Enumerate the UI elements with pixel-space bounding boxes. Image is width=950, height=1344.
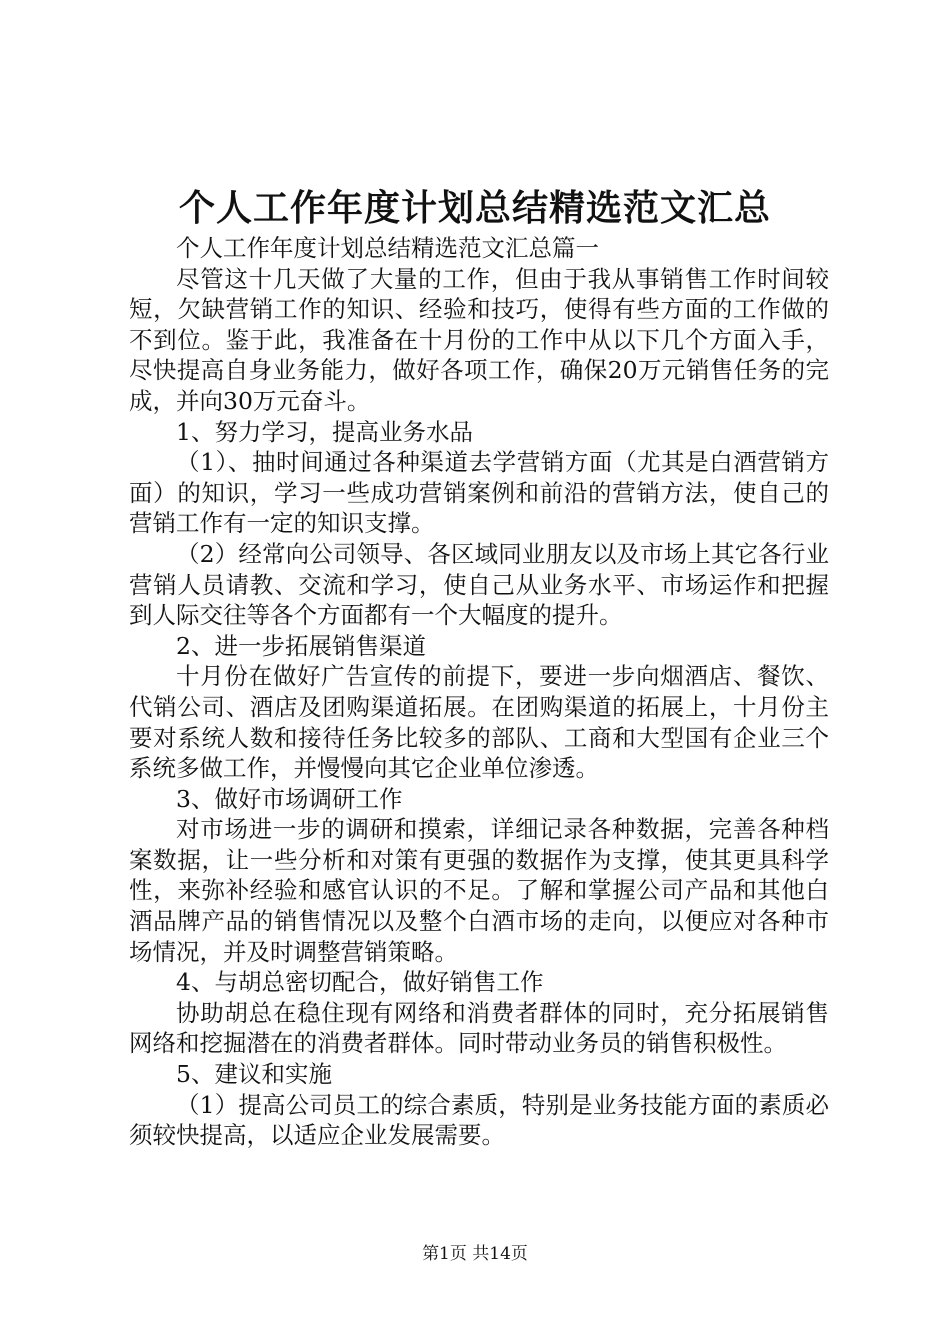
page-footer: 第1页 共14页 [422,1244,528,1264]
section-heading: 个人工作年度计划总结精选范文汇总篇一 [176,234,599,262]
paragraph: （1）提高公司员工的综合素质，特别是业务技能方面的素质必须较快提高，以适应企业发展需要。 [129,1090,829,1150]
list-heading: 4、与胡总密切配合，做好销售工作 [176,968,544,997]
paragraph: 尽管这十几天做了大量的工作，但由于我从事销售工作时间较短，欠缺营销工作的知识、经验和技巧，使得有些方面的工作做的不到位。鉴于此，我准备在十月份的工作中从以下几个方面入手，尽快提高自身业务能力，做好各项工作，确保20万元销售任务的完成，并向30万元奋斗。 [129,264,829,415]
list-heading: 1、努力学习，提高业务水品 [176,417,473,446]
list-heading: 3、做好市场调研工作 [176,784,403,813]
paragraph: 协助胡总在稳住现有网络和消费者群体的同时，充分拓展销售网络和挖掘潜在的消费者群体。同时带动业务员的销售积极性。 [129,998,829,1058]
list-heading: 2、进一步拓展销售渠道 [176,631,426,660]
paragraph: （2）经常向公司领导、各区域同业朋友以及市场上其它各行业营销人员请教、交流和学习，使自己从业务水平、市场运作和把握到人际交往等各个方面都有一个大幅度的提升。 [129,539,829,630]
list-heading: 5、建议和实施 [176,1060,332,1089]
paragraph: （1）、抽时间通过各种渠道去学营销方面（尤其是白酒营销方面）的知识，学习一些成功营销案例和前沿的营销方法，使自己的营销工作有一定的知识支撑。 [129,448,829,538]
paragraph: 对市场进一步的调研和摸索，详细记录各种数据，完善各种档案数据，让一些分析和对策有更强的数据作为支撑，使其更具科学性，来弥补经验和感官认识的不足。了解和掌握公司产品和其他白酒品牌产品的销售情况以及整个白酒市场的走向，以便应对各种市场情况，并及时调整营销策略。 [129,815,829,966]
paragraph: 十月份在做好广告宣传的前提下，要进一步向烟酒店、餐饮、代销公司、酒店及团购渠道拓展。在团购渠道的拓展上，十月份主要对系统人数和接待任务比较多的部队、工商和大型国有企业三个系统多做工作，并慢慢向其它企业单位渗透。 [129,662,829,783]
document-body [129,233,829,1151]
document-title: 个人工作年度计划总结精选范文汇总 [178,187,771,229]
